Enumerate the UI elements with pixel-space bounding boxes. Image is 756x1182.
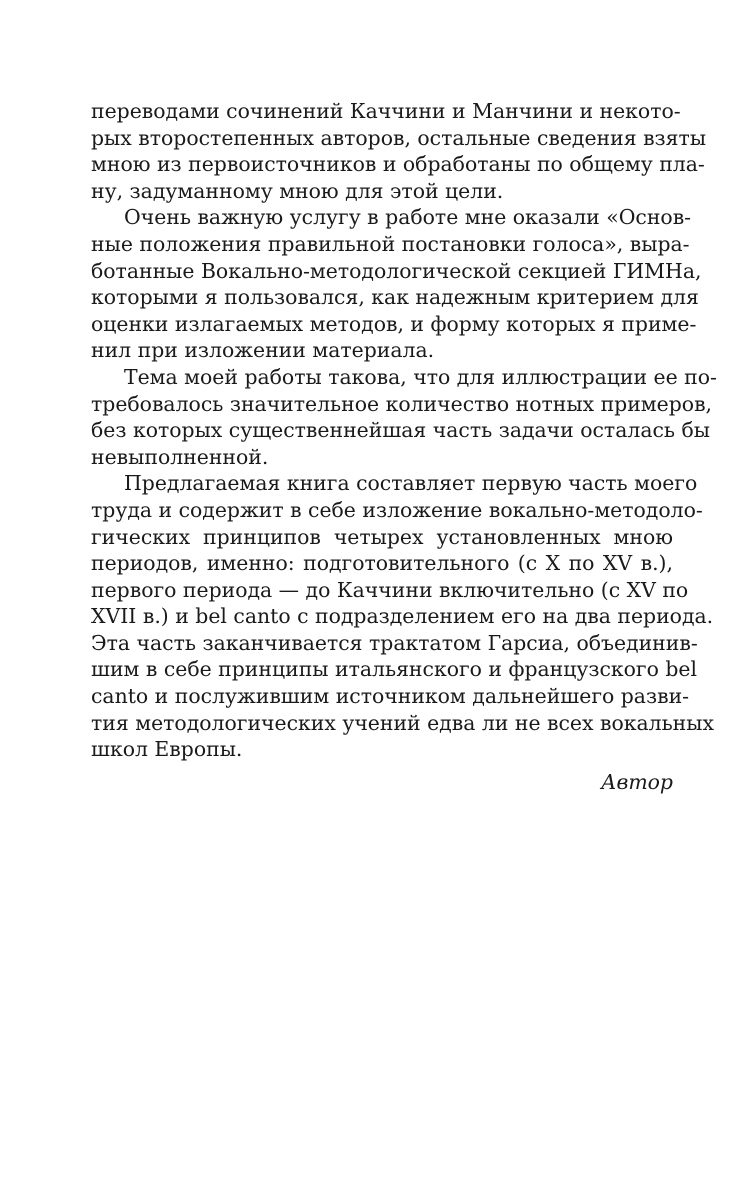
text-line: тия методологических учений едва ли не всех вокальных — [91, 710, 714, 735]
text-line: Эта часть заканчивается трактатом Гарсиа, объединив- — [91, 630, 698, 655]
text-line: XVII в.) и bel canto с подразделением его на два периода. — [91, 604, 714, 629]
text-line: которыми я пользовался, как надежным критерием для — [91, 285, 699, 310]
text-line: шим в себе принципы итальянского и французского bel — [91, 657, 697, 682]
page-body — [91, 98, 717, 795]
text-line: Тема моей работы такова, что для иллюстрации ее по- — [124, 364, 717, 389]
text-line: canto и послужившим источником дальнейшего разви- — [91, 684, 690, 709]
text-line: школ Европы. — [91, 737, 243, 762]
text-line: Очень важную услугу в работе мне оказали «Основ- — [124, 205, 692, 230]
text-line: невыполненной. — [91, 444, 269, 469]
text-line: Предлагаемая книга составляет первую часть моего — [124, 471, 698, 496]
text-line: нил при изложении материала. — [91, 338, 435, 363]
paragraph-examples — [91, 364, 717, 470]
text-line: оценки излагаемых методов, и форму которых я приме- — [91, 311, 697, 336]
text-line: без которых существеннейшая часть задачи осталась бы — [91, 418, 710, 443]
author-signature: Автор — [601, 769, 673, 794]
text-line: мною из первоисточников и обработаны по общему пла- — [91, 152, 705, 177]
text-line: труда и содержит в себе изложение вокально-методоло- — [91, 497, 703, 522]
text-line: рых второстепенных авторов, остальные сведения взяты — [91, 125, 707, 150]
paragraph-acknowledgement — [91, 204, 702, 364]
text-line: ботанные Вокально-методологической секцией ГИМНа, — [91, 258, 702, 283]
paragraph-continuation — [91, 98, 707, 204]
text-line: гических принципов четырех установленных мною — [91, 524, 673, 549]
paragraph-book-scope — [91, 470, 714, 763]
text-line: первого периода — до Каччини включительно (с XV по — [91, 577, 689, 602]
text-line: ные положения правильной постановки голоса», выра- — [91, 231, 690, 256]
text-line: требовалось значительное количество нотных примеров, — [91, 391, 713, 416]
text-line: ну, задуманному мною для этой цели. — [91, 178, 504, 203]
text-line: периодов, именно: подготовительного (с X по XV в.), — [91, 551, 673, 576]
text-line: переводами сочинений Каччини и Манчини и некото- — [91, 99, 681, 123]
